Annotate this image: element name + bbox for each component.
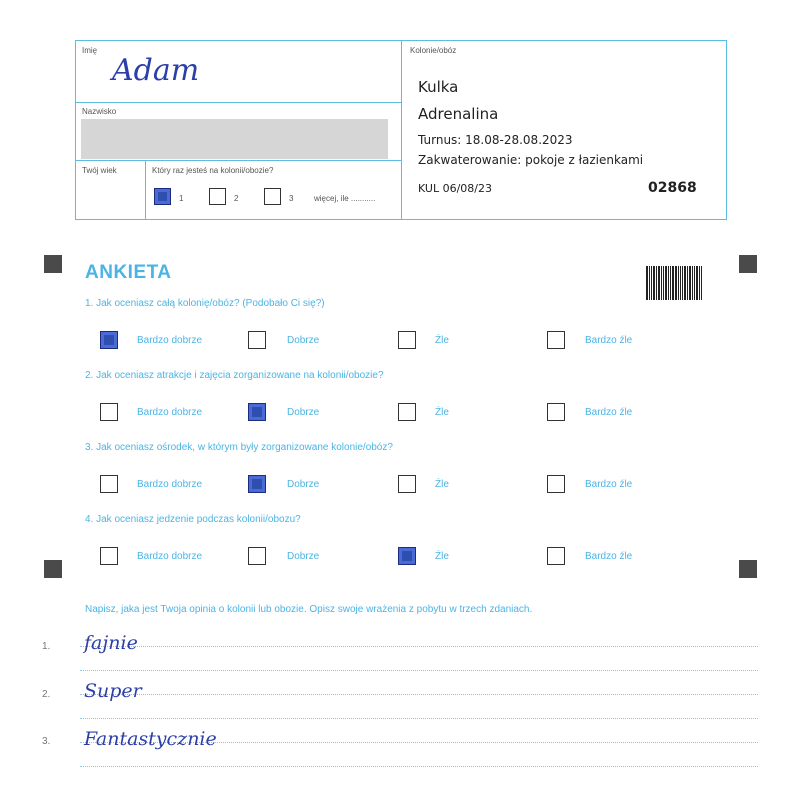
question-1-option-label: Bardzo dobrze bbox=[137, 335, 203, 346]
question-4-text: 4. Jak oceniasz jedzenie podczas kolonii/obozu? bbox=[85, 514, 301, 525]
question-1-option-label: Źle bbox=[435, 335, 449, 346]
visit-count-option-more: więcej, ile ........... bbox=[314, 194, 376, 203]
barcode-bar bbox=[668, 266, 669, 300]
question-4-option-label: Źle bbox=[435, 551, 449, 562]
registration-marker bbox=[44, 255, 62, 273]
visit-count-checkbox-3[interactable] bbox=[264, 188, 281, 205]
age-cell bbox=[76, 161, 146, 220]
opinion-line-number: 1. bbox=[42, 641, 51, 652]
barcode-bar bbox=[653, 266, 655, 300]
header-box bbox=[75, 40, 727, 220]
camp-code: KUL 06/08/23 bbox=[418, 182, 492, 195]
visit-count-cell bbox=[146, 161, 401, 220]
opinion-answer-3[interactable]: Fantastycznie bbox=[84, 728, 217, 750]
barcode-bar bbox=[656, 266, 657, 300]
barcode-bar bbox=[701, 266, 702, 300]
barcode-bar bbox=[687, 266, 688, 300]
question-3-checkbox-4[interactable] bbox=[547, 475, 565, 493]
question-1-option-label: Dobrze bbox=[287, 335, 320, 346]
opinion-prompt: Napisz, jaka jest Twoja opinia o kolonii lub obozie. Opisz swoje wrażenia z pobytu w trzech zdaniach. bbox=[85, 604, 533, 615]
opinion-line-extra-dots bbox=[80, 766, 758, 767]
name-label: Imię bbox=[82, 46, 98, 55]
question-1-checkbox-4[interactable] bbox=[547, 331, 565, 349]
barcode-bar bbox=[692, 266, 693, 300]
visit-count-option-3: 3 bbox=[289, 194, 294, 203]
registration-marker bbox=[739, 255, 757, 273]
opinion-line-extra-dots bbox=[80, 670, 758, 671]
barcode-bar bbox=[678, 266, 679, 300]
question-4-option-label: Dobrze bbox=[287, 551, 320, 562]
registration-marker bbox=[739, 560, 757, 578]
opinion-line-2-dots bbox=[80, 694, 758, 695]
question-4-checkbox-1[interactable] bbox=[100, 547, 118, 565]
question-1-option-label: Bardzo źle bbox=[585, 335, 633, 346]
visit-count-checkbox-2[interactable] bbox=[209, 188, 226, 205]
question-3-option-label: Bardzo źle bbox=[585, 479, 633, 490]
barcode-bar bbox=[684, 266, 687, 300]
question-2-option-label: Bardzo źle bbox=[585, 407, 633, 418]
question-2-checkbox-1[interactable] bbox=[100, 403, 118, 421]
question-4-option-label: Bardzo dobrze bbox=[137, 551, 203, 562]
question-3-option-label: Bardzo dobrze bbox=[137, 479, 203, 490]
question-2-checkbox-4[interactable] bbox=[547, 403, 565, 421]
age-label: Twój wiek bbox=[82, 166, 117, 175]
barcode-bar bbox=[661, 266, 662, 300]
question-3-text: 3. Jak oceniasz ośrodek, w którym były zorganizowane kolonie/obóz? bbox=[85, 442, 393, 453]
visit-count-option-2: 2 bbox=[234, 194, 239, 203]
camp-name: Kulka bbox=[418, 78, 459, 96]
camp-name-2: Adrenalina bbox=[418, 105, 499, 123]
question-1-checkbox-3[interactable] bbox=[398, 331, 416, 349]
barcode-bar bbox=[675, 266, 677, 300]
opinion-line-extra-dots bbox=[80, 718, 758, 719]
visit-count-option-1: 1 bbox=[179, 194, 184, 203]
visit-count-label: Który raz jesteś na kolonii/obozie? bbox=[152, 166, 274, 175]
barcode-bar bbox=[694, 266, 695, 300]
visit-count-checkbox-1[interactable] bbox=[154, 188, 171, 205]
turnus-dates: Turnus: 18.08-28.08.2023 bbox=[418, 133, 573, 147]
question-3-option-label: Źle bbox=[435, 479, 449, 490]
barcode-bar bbox=[649, 266, 650, 300]
form-number: 02868 bbox=[648, 180, 697, 196]
barcode-bar bbox=[658, 266, 661, 300]
opinion-line-1-dots bbox=[80, 646, 758, 647]
question-2-checkbox-2[interactable] bbox=[248, 403, 266, 421]
question-3-option-label: Dobrze bbox=[287, 479, 320, 490]
barcode-bar bbox=[646, 266, 648, 300]
barcode-bar bbox=[665, 266, 667, 300]
question-2-option-label: Źle bbox=[435, 407, 449, 418]
question-4-checkbox-2[interactable] bbox=[248, 547, 266, 565]
barcode-bar bbox=[672, 266, 674, 300]
question-1-checkbox-1[interactable] bbox=[100, 331, 118, 349]
name-cell bbox=[76, 41, 401, 103]
opinion-line-number: 2. bbox=[42, 689, 51, 700]
question-3-checkbox-2[interactable] bbox=[248, 475, 266, 493]
barcode-bar bbox=[670, 266, 671, 300]
survey-title: ANKIETA bbox=[85, 262, 172, 283]
barcode-bar bbox=[651, 266, 652, 300]
question-4-checkbox-3[interactable] bbox=[398, 547, 416, 565]
barcode-bar bbox=[663, 266, 664, 300]
question-2-checkbox-3[interactable] bbox=[398, 403, 416, 421]
personal-info-section bbox=[76, 41, 402, 219]
barcode bbox=[646, 266, 702, 300]
barcode-bar bbox=[682, 266, 683, 300]
question-3-checkbox-3[interactable] bbox=[398, 475, 416, 493]
barcode-bar bbox=[699, 266, 700, 300]
registration-marker bbox=[44, 560, 62, 578]
opinion-answer-2[interactable]: Super bbox=[84, 680, 142, 702]
question-3-checkbox-1[interactable] bbox=[100, 475, 118, 493]
question-2-text: 2. Jak oceniasz atrakcje i zajęcia zorganizowane na kolonii/obozie? bbox=[85, 370, 384, 381]
question-4-checkbox-4[interactable] bbox=[547, 547, 565, 565]
question-2-option-label: Dobrze bbox=[287, 407, 320, 418]
barcode-bar bbox=[696, 266, 698, 300]
question-4-option-label: Bardzo źle bbox=[585, 551, 633, 562]
accommodation: Zakwaterowanie: pokoje z łazienkami bbox=[418, 153, 644, 167]
surname-redaction bbox=[81, 119, 388, 159]
barcode-bar bbox=[680, 266, 681, 300]
surname-cell bbox=[76, 103, 401, 161]
camp-label: Kolonie/obóz bbox=[410, 46, 457, 55]
barcode-bar bbox=[689, 266, 691, 300]
question-1-text: 1. Jak oceniasz całą kolonię/obóz? (Podobało Ci się?) bbox=[85, 298, 325, 309]
question-2-option-label: Bardzo dobrze bbox=[137, 407, 203, 418]
opinion-answer-1[interactable]: fajnie bbox=[84, 632, 138, 654]
question-1-checkbox-2[interactable] bbox=[248, 331, 266, 349]
name-value[interactable]: Adam bbox=[112, 53, 200, 88]
surname-label: Nazwisko bbox=[82, 107, 117, 116]
opinion-line-number: 3. bbox=[42, 736, 51, 747]
